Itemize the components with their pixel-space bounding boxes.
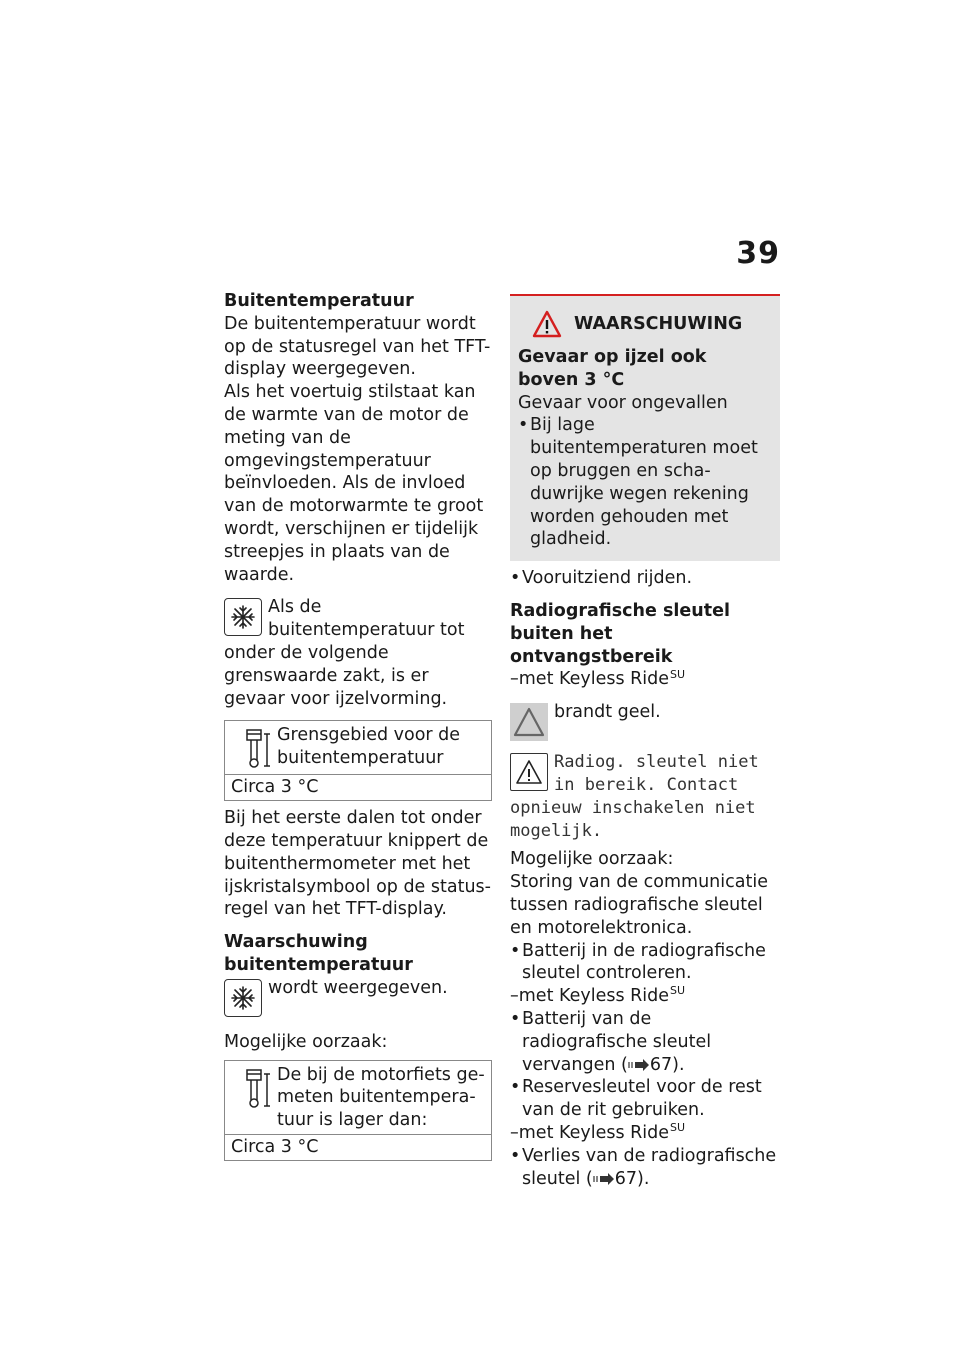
snowflake-text: Als de buitentemperatuur tot onder de volgende grenswaarde zakt, is er gevaar voor ijzelvorming.	[224, 597, 465, 709]
snowflake-text-2: wordt weergegeven.	[268, 977, 448, 998]
spec-table-head-text: Grensgebied voor de buitentemperatuur	[277, 725, 461, 769]
heading-temperature-warning: Waarschuwing buitentemperatuur	[224, 932, 413, 975]
yellow-light-text: brandt geel.	[554, 702, 661, 723]
bullet-spare-key: • Reservesleutel voor de rest van de rit gebruiken.	[510, 1076, 780, 1122]
page-reference-arrow-icon	[593, 1173, 615, 1185]
keyless-condition: –met Keyless Ride$^{SU}$	[510, 667, 686, 690]
right-column	[510, 294, 780, 1190]
heading-key-out-of-range: Radiografische sleutel buiten het ontvangstbereik	[510, 600, 730, 667]
cause-text: Storing van de communicatie tussen radiografische sleutel en motorelektronica.	[510, 872, 768, 938]
page-number: 39	[736, 236, 780, 271]
snowflake-icon	[224, 979, 262, 1017]
heading-outside-temperature: Buitentemperatuur	[224, 291, 414, 311]
display-message	[510, 751, 780, 842]
cause-label: Mogelijke oorzaak:	[510, 849, 674, 870]
spec-table-value: Circa 3 °C	[225, 774, 491, 800]
left-column	[224, 290, 492, 1161]
spec-table-value: Circa 3 °C	[225, 1134, 491, 1160]
page-reference-arrow-icon	[628, 1059, 650, 1071]
snowflake-note	[224, 596, 492, 710]
spec-table-head	[225, 1061, 491, 1134]
snowflake-note-2	[224, 977, 492, 1021]
warning-heading: Gevaar op ijzel ook boven 3 °C	[518, 347, 707, 390]
warning-triangle-icon	[510, 753, 548, 791]
warning-bullet: • Bij lage buitentemperaturen moet op bruggen en schaduwrijke wegen rekening worden gehouden met gladheid.	[518, 414, 772, 551]
spec-table-head-text: De bij de motorfiets gemeten buitentemperatuur is lager dan:	[277, 1064, 485, 1131]
display-message-text: Radiog. sleutel niet in bereik. Contact opnieuw inschakelen niet mogelijk.	[510, 752, 759, 841]
warning-title-text: WAARSCHUWING	[574, 314, 743, 334]
bullet-check-battery: • Batterij in de radiografische sleutel controleren.	[510, 940, 780, 986]
spec-table-head	[225, 721, 491, 774]
page-reference[interactable]: 67).	[649, 1054, 685, 1075]
page-reference[interactable]: 67).	[614, 1168, 650, 1189]
warning-triangle-icon	[532, 310, 562, 338]
paragraph-display: De buitentemperatuur wordt op de statusregel van het TFT-display weergegeven.	[224, 313, 491, 380]
spec-table-measured	[224, 1060, 492, 1161]
bullet-drive-forward: • Vooruitziend rijden.	[510, 567, 780, 590]
yellow-light-note	[510, 701, 780, 745]
bullet-replace-battery: • Batterij van de radiografische sleutel vervangen ( 67).	[510, 1008, 780, 1076]
thermometer-icon	[237, 1066, 273, 1110]
keyless-condition: –met Keyless Ride$^{SU}$	[510, 984, 686, 1007]
warning-box	[510, 294, 780, 561]
bullet-lost-key: • Verlies van de radiografische sleutel ( 67).	[510, 1145, 780, 1191]
paragraph-engine-heat: Als het voertuig stilstaat kan de warmte van de motor de meting van de omgevingstemperatuur beïnvloeden. Als de invloed van de motorwarmte te groot wordt, verschijnen er tijdelijk streepjes in plaats van de waarde.	[224, 382, 484, 585]
snowflake-icon	[224, 598, 262, 636]
keyless-condition: –met Keyless Ride$^{SU}$	[510, 1121, 686, 1143]
thermometer-icon	[237, 726, 273, 770]
paragraph-first-drop: Bij het eerste dalen tot onder deze temperatuur knippert de buitenthermometer met het ijskristalsymbool op de statusregel van het TFT-display.	[224, 808, 491, 920]
warning-title	[518, 310, 772, 338]
general-warning-light-icon	[510, 703, 548, 741]
spec-table-limit	[224, 720, 492, 801]
warning-subheading: Gevaar voor ongevallen	[518, 392, 728, 413]
cause-label: Mogelijke oorzaak:	[224, 1031, 388, 1052]
